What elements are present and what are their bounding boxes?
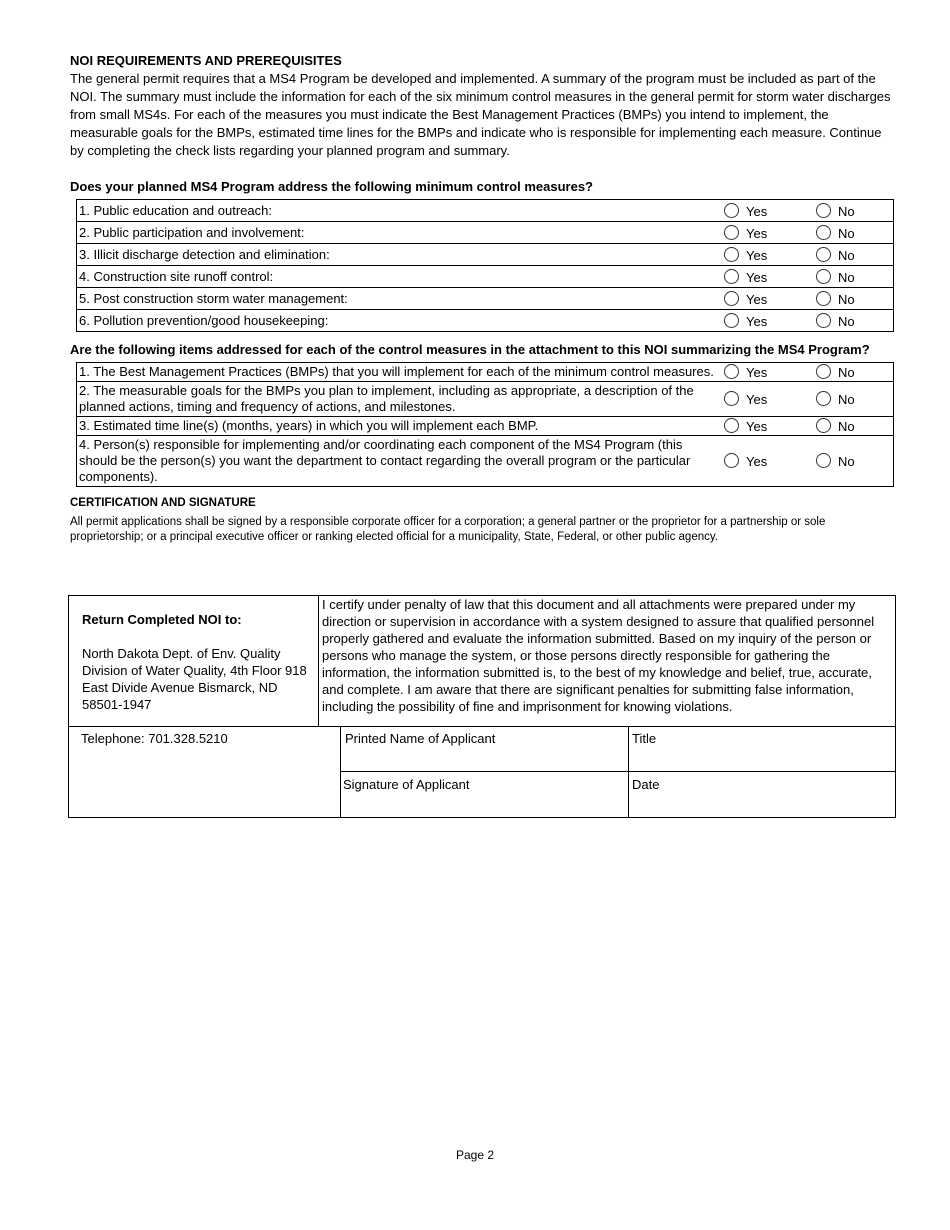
- table-row: [77, 382, 894, 417]
- page-number: Page 2: [455, 1148, 495, 1162]
- radio-icon[interactable]: [724, 203, 739, 218]
- no-label: No: [838, 269, 855, 285]
- table-row: [77, 244, 894, 266]
- return-address: North Dakota Dept. of Env. Quality Division of Water Quality, 4th Floor 918 East Divide Avenue Bismarck, ND 58501-1947: [82, 646, 307, 712]
- no-label: No: [838, 291, 855, 307]
- no-option[interactable]: [814, 382, 894, 417]
- no-option[interactable]: [814, 244, 894, 266]
- section-title: NOI REQUIREMENTS AND PREREQUISITES: [70, 53, 342, 68]
- title-field[interactable]: [629, 727, 896, 772]
- measure-label: 4. Construction site runoff control:: [77, 266, 723, 288]
- yes-option[interactable]: [722, 266, 814, 288]
- item-label: 2. The measurable goals for the BMPs you plan to implement, including as appropriate, a description of the planned actions, timing and frequency of actions, and milestones.: [77, 382, 723, 417]
- radio-icon[interactable]: [816, 291, 831, 306]
- radio-icon[interactable]: [724, 225, 739, 240]
- question-attachment-items: Are the following items addressed for each of the control measures in the attachment to this NOI summarizing the MS4 Program?: [70, 342, 870, 357]
- no-option[interactable]: [814, 436, 894, 487]
- yes-label: Yes: [746, 419, 768, 434]
- yes-label: Yes: [746, 365, 768, 380]
- yes-label: Yes: [746, 247, 768, 263]
- yes-label: Yes: [746, 454, 768, 469]
- control-measures-table: [76, 199, 894, 332]
- no-label: No: [838, 454, 855, 469]
- signature-field[interactable]: [341, 772, 629, 818]
- date-field[interactable]: [629, 772, 896, 818]
- no-label: No: [838, 203, 855, 219]
- date-label: Date: [632, 777, 660, 792]
- signature-label: Signature of Applicant: [343, 777, 470, 792]
- yes-label: Yes: [746, 269, 768, 285]
- certification-title: CERTIFICATION AND SIGNATURE: [70, 497, 256, 509]
- item-label: 4. Person(s) responsible for implementing and/or coordinating each component of the MS4 Program (this should be the person(s) you want the department to contact regarding the overall program or the particular components).: [77, 436, 723, 487]
- item-label: 1. The Best Management Practices (BMPs) that you will implement for each of the minimum control measures.: [77, 363, 723, 382]
- yes-label: Yes: [746, 392, 768, 407]
- yes-option[interactable]: [722, 288, 814, 310]
- radio-icon[interactable]: [724, 247, 739, 262]
- printed-name-field[interactable]: [341, 727, 629, 772]
- telephone-cell: [69, 727, 341, 818]
- return-title: Return Completed NOI to:: [82, 612, 242, 627]
- no-option[interactable]: [814, 200, 894, 222]
- yes-option[interactable]: [722, 222, 814, 244]
- radio-icon[interactable]: [816, 313, 831, 328]
- no-label: No: [838, 313, 855, 329]
- yes-option[interactable]: [722, 200, 814, 222]
- no-option[interactable]: [814, 288, 894, 310]
- intro-paragraph: The general permit requires that a MS4 Program be developed and implemented. A summary of the program must be included as part of the NOI. The summary must include the information for each of the six minimum control measures in the general permit for storm water discharges from small MS4s. For each of the measures you must indicate the Best Management Practices (BMPs) you intend to implement, the measurable goals for the BMPs, estimated time lines for the BMPs and indicate who is responsible for implementing each measure. Continue by completing the check lists regarding your planned program and summary.: [70, 71, 891, 158]
- no-label: No: [838, 365, 855, 380]
- radio-icon[interactable]: [724, 418, 739, 433]
- no-label: No: [838, 247, 855, 263]
- radio-icon[interactable]: [816, 418, 831, 433]
- attachment-items-table: [76, 362, 894, 487]
- yes-option[interactable]: [722, 244, 814, 266]
- radio-icon[interactable]: [816, 203, 831, 218]
- measure-label: 3. Illicit discharge detection and elimination:: [77, 244, 723, 266]
- table-row: [77, 200, 894, 222]
- question-control-measures: Does your planned MS4 Program address the following minimum control measures?: [70, 179, 593, 194]
- measure-label: 2. Public participation and involvement:: [77, 222, 723, 244]
- telephone: Telephone: 701.328.5210: [81, 731, 228, 746]
- yes-label: Yes: [746, 291, 768, 307]
- no-option[interactable]: [814, 417, 894, 436]
- table-row: [77, 363, 894, 382]
- measure-label: 1. Public education and outreach:: [77, 200, 723, 222]
- measure-label: 5. Post construction storm water management:: [77, 288, 723, 310]
- measure-label: 6. Pollution prevention/good housekeeping:: [77, 310, 723, 332]
- table-row: [77, 417, 894, 436]
- no-label: No: [838, 419, 855, 434]
- yes-option[interactable]: [722, 382, 814, 417]
- table-row: [77, 222, 894, 244]
- radio-icon[interactable]: [816, 453, 831, 468]
- radio-icon[interactable]: [816, 364, 831, 379]
- radio-icon[interactable]: [724, 269, 739, 284]
- printed-name-label: Printed Name of Applicant: [345, 731, 496, 746]
- no-option[interactable]: [814, 310, 894, 332]
- table-row: [77, 436, 894, 487]
- yes-option[interactable]: [722, 310, 814, 332]
- yes-label: Yes: [746, 203, 768, 219]
- no-label: No: [838, 392, 855, 407]
- no-option[interactable]: [814, 222, 894, 244]
- table-row: [77, 288, 894, 310]
- radio-icon[interactable]: [816, 391, 831, 406]
- radio-icon[interactable]: [816, 269, 831, 284]
- certification-intro: All permit applications shall be signed by a responsible corporate officer for a corporation; a general partner or the proprietor for a partnership or sole proprietorship; or a principal executive officer or ranking elected official for a municipality, State, Federal, or other public agency.: [70, 516, 826, 543]
- form-page: [70, 52, 895, 545]
- no-label: No: [838, 225, 855, 241]
- radio-icon[interactable]: [724, 313, 739, 328]
- item-label: 3. Estimated time line(s) (months, years) in which you will implement each BMP.: [77, 417, 723, 436]
- radio-icon[interactable]: [724, 364, 739, 379]
- certify-statement: I certify under penalty of law that this document and all attachments were prepared under my direction or supervision in accordance with a system designed to assure that qualified personnel properly gathered and evaluate the information submitted. Based on my inquiry of the person or persons who manage the system, or those persons directly responsible for gathering the information, the information submitted is, to the best of my knowledge and belief, true, accurate, and complete. I am aware that there are significant penalties for submitting false information, including the possibility of fine and imprisonment for knowing violations.: [319, 596, 896, 727]
- title-label: Title: [632, 731, 657, 746]
- radio-icon[interactable]: [724, 291, 739, 306]
- signature-fields-table: [68, 726, 896, 818]
- table-row: [77, 266, 894, 288]
- radio-icon[interactable]: [724, 391, 739, 406]
- table-row: [77, 310, 894, 332]
- radio-icon[interactable]: [816, 225, 831, 240]
- radio-icon[interactable]: [816, 247, 831, 262]
- yes-label: Yes: [746, 313, 768, 329]
- no-option[interactable]: [814, 266, 894, 288]
- yes-option[interactable]: [722, 363, 814, 382]
- radio-icon[interactable]: [724, 453, 739, 468]
- yes-label: Yes: [746, 225, 768, 241]
- return-cell: [69, 596, 319, 727]
- no-option[interactable]: [814, 363, 894, 382]
- yes-option[interactable]: [722, 417, 814, 436]
- yes-option[interactable]: [722, 436, 814, 487]
- signature-table: [68, 595, 896, 727]
